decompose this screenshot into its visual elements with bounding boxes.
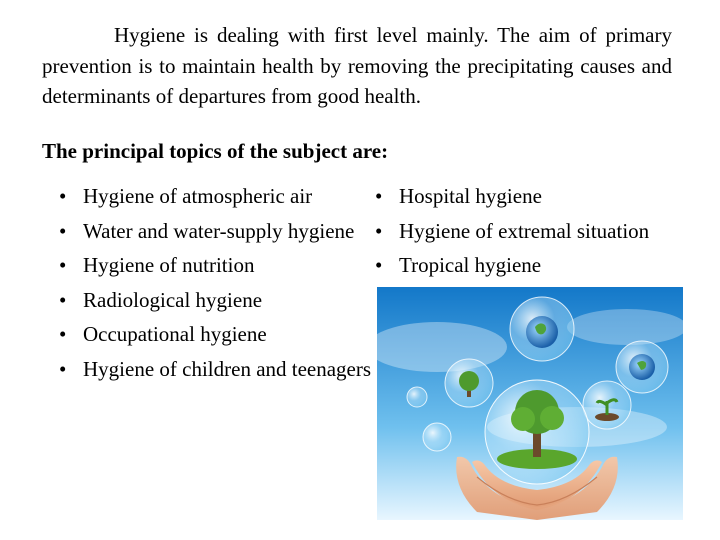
intro-paragraph: [42, 20, 672, 112]
list-item: • Hospital hygiene: [358, 182, 698, 211]
plant-bubble-icon: [583, 381, 631, 429]
list-item: • Radiological hygiene: [42, 286, 372, 315]
list-item: • Hygiene of children and teenagers: [42, 355, 372, 384]
list-item: • Hygiene of extremal situation: [358, 217, 698, 246]
list-item: • Hygiene of atmospheric air: [42, 182, 372, 211]
list-item: • Occupational hygiene: [42, 320, 372, 349]
list-item: • Water and water-supply hygiene: [42, 217, 372, 246]
intro-text: Hygiene is dealing with first level mainly. The aim of primary prevention is to maintain health by removing the precipitating causes and determinants of departures from good health.: [42, 23, 672, 108]
topics-heading: The principal topics of the subject are:: [42, 139, 389, 163]
topics-list-left: [42, 182, 372, 389]
tree-bubble-icon: [445, 359, 493, 407]
earth-bubble-icon: [616, 341, 668, 393]
hands-holding-earth-illustration: [377, 287, 683, 520]
tree-bubble-icon: [485, 380, 589, 484]
earth-bubble-icon: [510, 297, 574, 361]
list-item: • Tropical hygiene: [358, 251, 698, 280]
topics-list-right: [358, 182, 698, 286]
list-item: • Hygiene of nutrition: [42, 251, 372, 280]
